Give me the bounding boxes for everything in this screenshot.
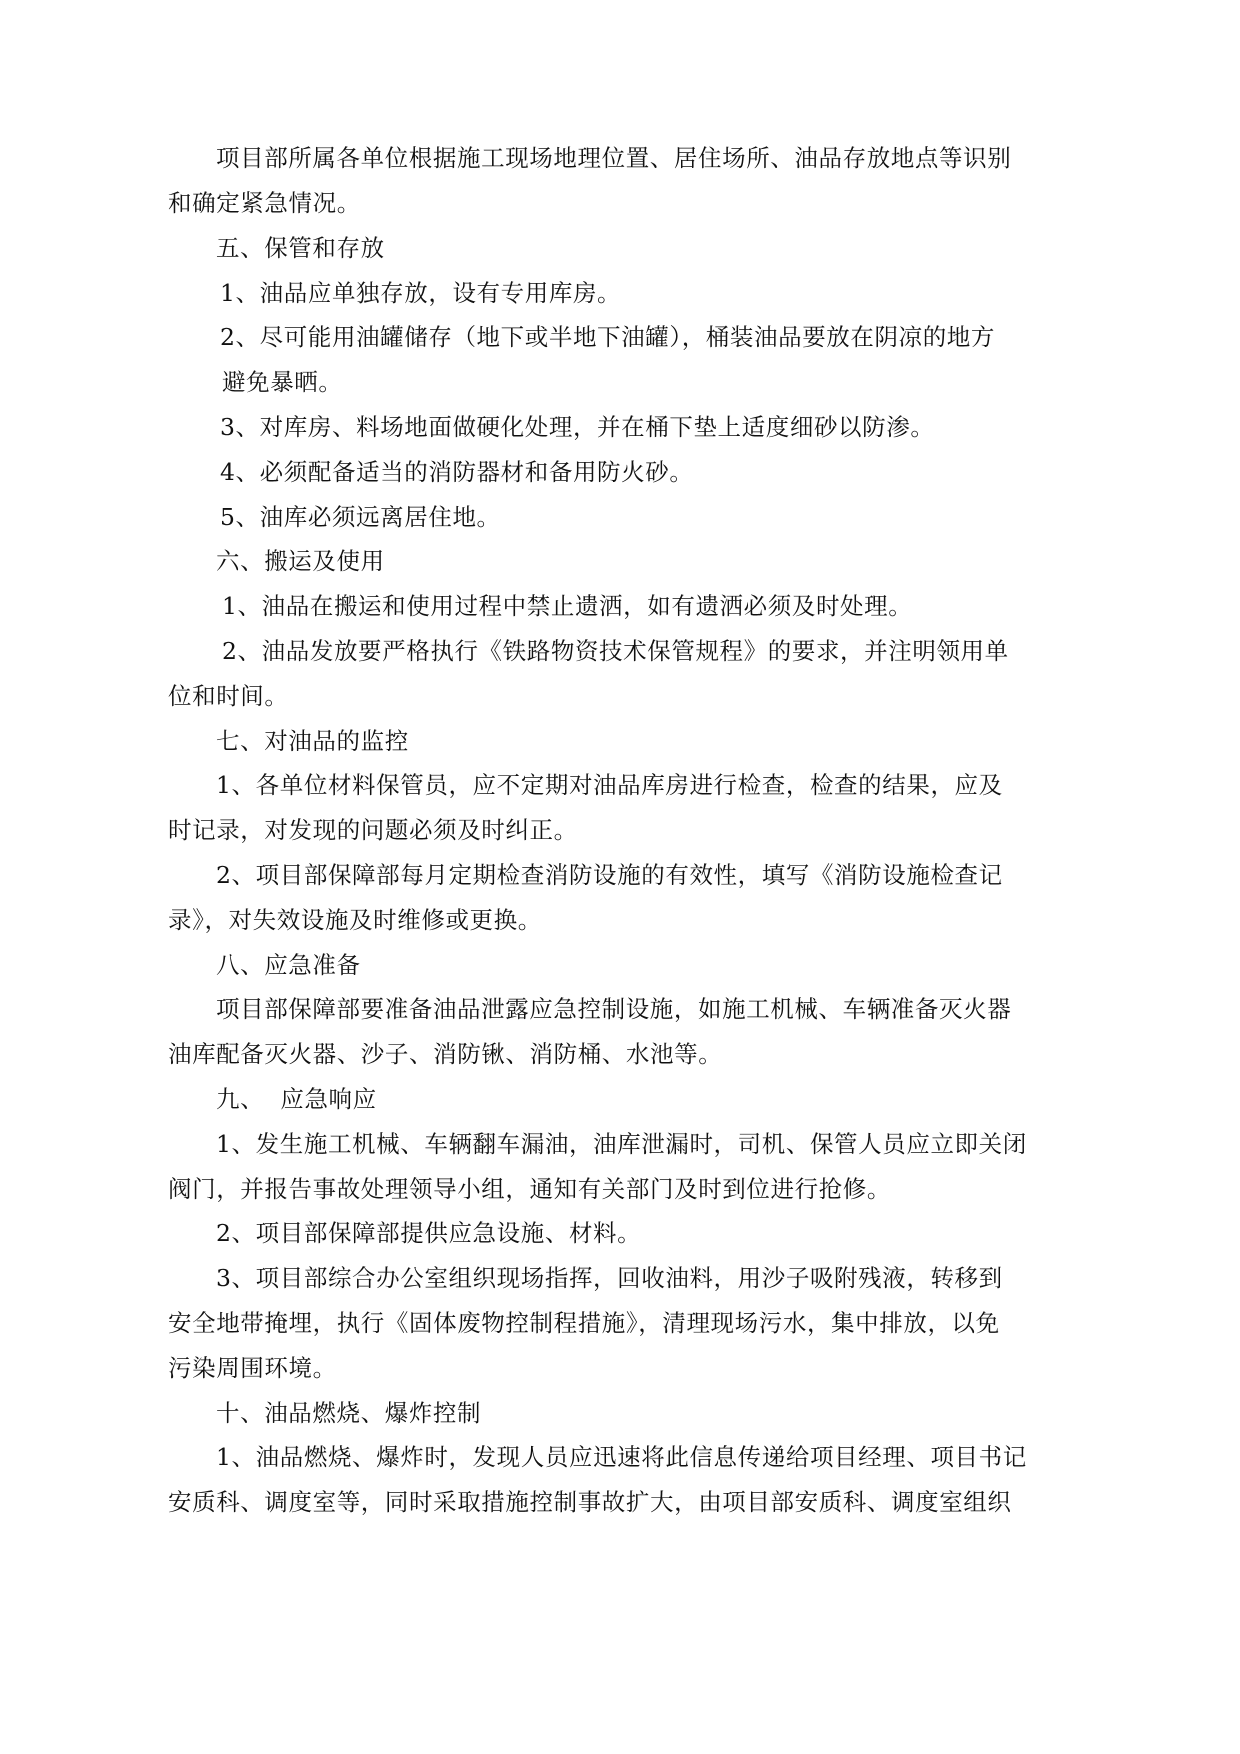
list-item: 1、油品应单独存放，设有专用库房。 [220, 279, 622, 307]
section-heading: 十、油品燃烧、爆炸控制 [216, 1399, 482, 1427]
list-item: 1、各单位材料保管员，应不定期对油品库房进行检查，检查的结果，应及 [216, 771, 1003, 799]
list-item: 2、项目部保障部提供应急设施、材料。 [216, 1219, 642, 1247]
list-item: 1、油品在搬运和使用过程中禁止遗洒，如有遗洒必须及时处理。 [222, 592, 913, 620]
paragraph-line: 避免暴晒。 [222, 368, 343, 396]
list-item: 3、项目部综合办公室组织现场指挥，回收油料，用沙子吸附残液，转移到 [216, 1264, 1003, 1292]
list-item: 2、油品发放要严格执行《铁路物资技术保管规程》的要求，并注明领用单 [222, 637, 1009, 665]
list-item: 2、项目部保障部每月定期检查消防设施的有效性，填写《消防设施检查记 [216, 861, 1003, 889]
paragraph-line: 阀门，并报告事故处理领导小组，通知有关部门及时到位进行抢修。 [168, 1175, 891, 1203]
list-item: 5、油库必须远离居住地。 [220, 503, 501, 531]
section-heading: 八、应急准备 [216, 951, 361, 979]
paragraph-line: 位和时间。 [168, 682, 289, 710]
paragraph-line: 项目部所属各单位根据施工现场地理位置、居住场所、油品存放地点等识别 [216, 144, 1012, 172]
paragraph-line: 时记录，对发现的问题必须及时纠正。 [168, 816, 578, 844]
section-heading: 五、保管和存放 [216, 234, 385, 262]
paragraph-line: 安全地带掩埋，执行《固体废物控制程措施》，清理现场污水，集中排放，以免 [168, 1309, 1000, 1337]
section-heading: 六、搬运及使用 [216, 547, 385, 575]
list-item: 3、对库房、料场地面做硬化处理，并在桶下垫上适度细砂以防渗。 [220, 413, 935, 441]
paragraph-line: 油库配备灭火器、沙子、消防锹、消防桶、水池等。 [168, 1040, 723, 1068]
list-item: 1、发生施工机械、车辆翻车漏油，油库泄漏时，司机、保管人员应立即关闭 [216, 1130, 1027, 1158]
paragraph-line: 录》，对失效设施及时维修或更换。 [168, 906, 542, 934]
section-heading: 七、对油品的监控 [216, 727, 409, 755]
paragraph-line: 项目部保障部要准备油品泄露应急控制设施，如施工机械、车辆准备灭火器 [216, 995, 1012, 1023]
list-item: 1、油品燃烧、爆炸时，发现人员应迅速将此信息传递给项目经理、项目书记 [216, 1443, 1027, 1471]
paragraph-line: 安质科、调度室等，同时采取措施控制事故扩大，由项目部安质科、调度室组织 [168, 1488, 1012, 1516]
list-item: 4、必须配备适当的消防器材和备用防火砂。 [220, 458, 694, 486]
paragraph-line: 和确定紧急情况。 [168, 189, 361, 217]
paragraph-line: 污染周围环境。 [168, 1354, 337, 1382]
section-heading: 九、 应急响应 [216, 1085, 377, 1113]
list-item: 2、尽可能用油罐储存（地下或半地下油罐），桶装油品要放在阴凉的地方 [220, 323, 996, 351]
